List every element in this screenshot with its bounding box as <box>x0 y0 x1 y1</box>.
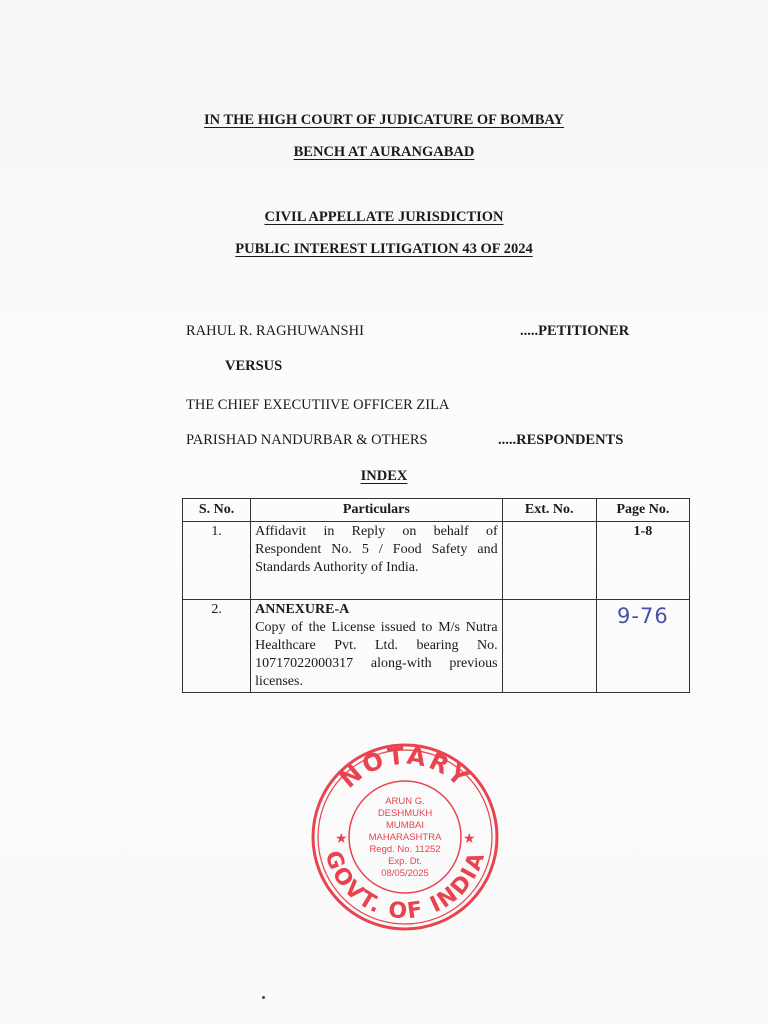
table-row <box>183 600 690 693</box>
row-page-no <box>596 600 689 693</box>
jurisdiction-title: CIVIL APPELLATE JURISDICTION <box>264 209 504 225</box>
row-particulars-text: Affidavit in Reply on behalf of Respondent No. 5 / Food Safety and Standards Authority of India. <box>255 524 498 575</box>
versus-label: VERSUS <box>225 358 283 374</box>
row-sno: 1. <box>183 522 251 600</box>
scan-speck <box>262 996 265 999</box>
star-icon: ★ <box>335 832 348 847</box>
row-page-no: 1-8 <box>596 522 689 600</box>
row-particulars-text: Copy of the License issued to M/s Nutra Healthcare Pvt. Ltd. bearing No. 10717022000317 along-with previous licenses. <box>255 620 498 689</box>
index-title: INDEX <box>360 468 408 484</box>
row-particulars <box>251 600 502 693</box>
respondent-line1: THE CHIEF EXECUTIIVE OFFICER ZILA <box>186 397 450 413</box>
col-sno-header: S. No. <box>183 499 251 522</box>
stamp-date: 08/05/2025 <box>381 868 429 879</box>
col-particulars-header: Particulars <box>251 499 502 522</box>
stamp-exp: Exp. Dt. <box>388 856 422 867</box>
stamp-name1: ARUN G. <box>385 796 425 807</box>
stamp-state: MAHARASHTRA <box>368 832 442 843</box>
index-table <box>182 498 690 693</box>
table-row <box>183 522 690 600</box>
stamp-bottom-text: GOVT. OF INDIA <box>319 847 491 925</box>
row-ext-no <box>502 600 596 693</box>
row-ext-no <box>502 522 596 600</box>
star-icon: ★ <box>463 832 476 847</box>
row-particulars <box>251 522 502 600</box>
row-sno: 2. <box>183 600 251 693</box>
index-header-row <box>183 499 690 522</box>
court-title-line2: BENCH AT AURANGABAD <box>293 144 475 160</box>
respondent-line2: PARISHAD NANDURBAR & OTHERS <box>186 432 428 448</box>
stamp-top-text: NOTARY <box>334 742 476 794</box>
notary-stamp <box>310 742 500 932</box>
col-page-header: Page No. <box>596 499 689 522</box>
court-title-line1: IN THE HIGH COURT OF JUDICATURE OF BOMBAY <box>203 112 565 128</box>
stamp-regd: Regd. No. 11252 <box>369 844 441 855</box>
stamp-city: MUMBAI <box>386 820 424 831</box>
petitioner-role: .....PETITIONER <box>520 323 630 339</box>
petitioner-name: RAHUL R. RAGHUWANSHI <box>186 323 364 339</box>
case-number: PUBLIC INTEREST LITIGATION 43 OF 2024 <box>235 241 533 257</box>
respondent-role: .....RESPONDENTS <box>498 432 624 448</box>
stamp-name2: DESHMUKH <box>377 808 433 819</box>
handwritten-page-range: 9-76 <box>617 604 669 628</box>
annexure-heading: ANNEXURE-A <box>255 602 350 617</box>
col-ext-header: Ext. No. <box>502 499 596 522</box>
